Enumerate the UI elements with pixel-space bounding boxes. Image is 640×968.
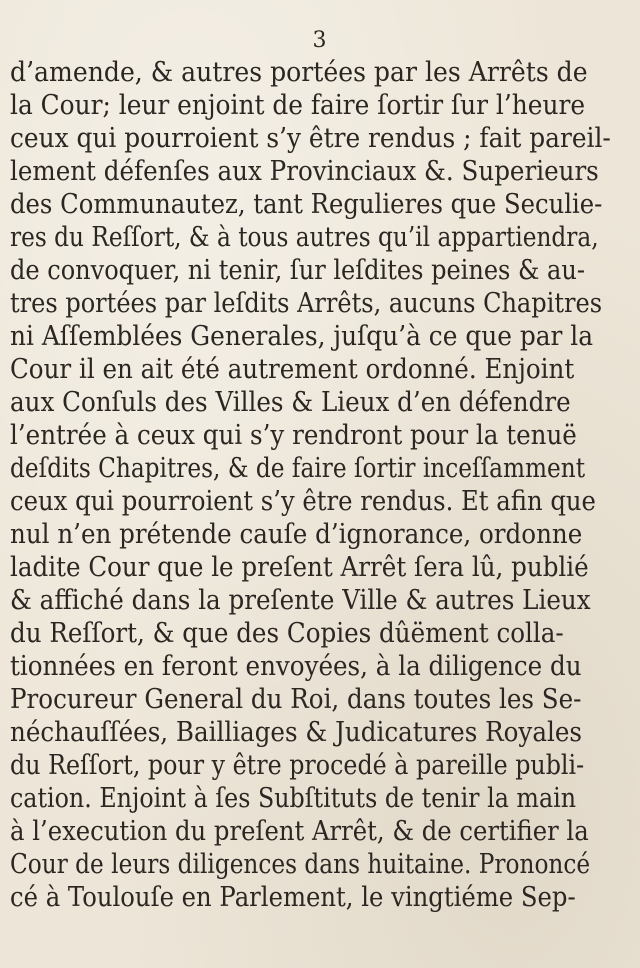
text-line: tres portées par leſdits Arrêts, aucuns Chapitres xyxy=(10,288,603,319)
text-line: nul n’en prétende cauſe d’ignorance, ordonne xyxy=(10,519,583,550)
text-line: ceux qui pourroient s’y être rendus ; fait pareil- xyxy=(10,123,611,154)
text-line: res du Reſſort, & à tous autres qu’il appartiendra, xyxy=(10,222,599,253)
text-line: ceux qui pourroient s’y être rendus. Et afin que xyxy=(10,486,596,517)
text-line: Cour il en ait été autrement ordonné. Enjoint xyxy=(10,354,575,385)
text-line: aux Conſuls des Villes & Lieux d’en défendre xyxy=(10,387,571,418)
text-line: ni Aſſemblées Generales, juſqu’à ce que par la xyxy=(10,321,594,352)
text-line: du Reſſort, & que des Copies dûëment colla- xyxy=(10,618,564,649)
text-line: des Communautez, tant Regulieres que Seculie- xyxy=(10,189,603,220)
text-line: du Reſſort, pour y être procedé à pareille publi- xyxy=(10,750,585,781)
text-line: d’amende, & autres portées par les Arrêts de xyxy=(10,57,588,88)
text-line: & affiché dans la preſente Ville & autres Lieux xyxy=(10,585,591,616)
page-number: 3 xyxy=(312,28,328,53)
text-line: Cour de leurs diligences dans huitaine. Prononcé xyxy=(10,849,591,880)
text-line: cé à Toulouſe en Parlement, le vingtiéme Sep- xyxy=(10,882,576,913)
text-line: tionnées en feront envoyées, à la diligence du xyxy=(10,651,582,682)
text-line: à l’execution du preſent Arrêt, & de certifier la xyxy=(10,816,589,847)
text-line: l’entrée à ceux qui s’y rendront pour la tenuë xyxy=(10,420,577,451)
text-line: cation. Enjoint à ſes Subſtituts de tenir la main xyxy=(10,783,577,814)
text-line: néchauſſées, Bailliages & Judicatures Royales xyxy=(10,717,582,748)
text-line: lement défenſes aux Provinciaux &. Superieurs xyxy=(10,156,599,187)
text-line: de convoquer, ni tenir, ſur leſdites peines & au- xyxy=(10,255,585,286)
text-line: la Cour; leur enjoint de faire ſortir ſur l’heure xyxy=(10,90,586,121)
text-line: deſdits Chapitres, & de faire ſortir inceſſamment xyxy=(10,453,586,484)
text-line: Procureur General du Roi, dans toutes les Se- xyxy=(10,684,582,715)
text-line: ladite Cour que le preſent Arrêt ſera lû, publié xyxy=(10,552,589,583)
